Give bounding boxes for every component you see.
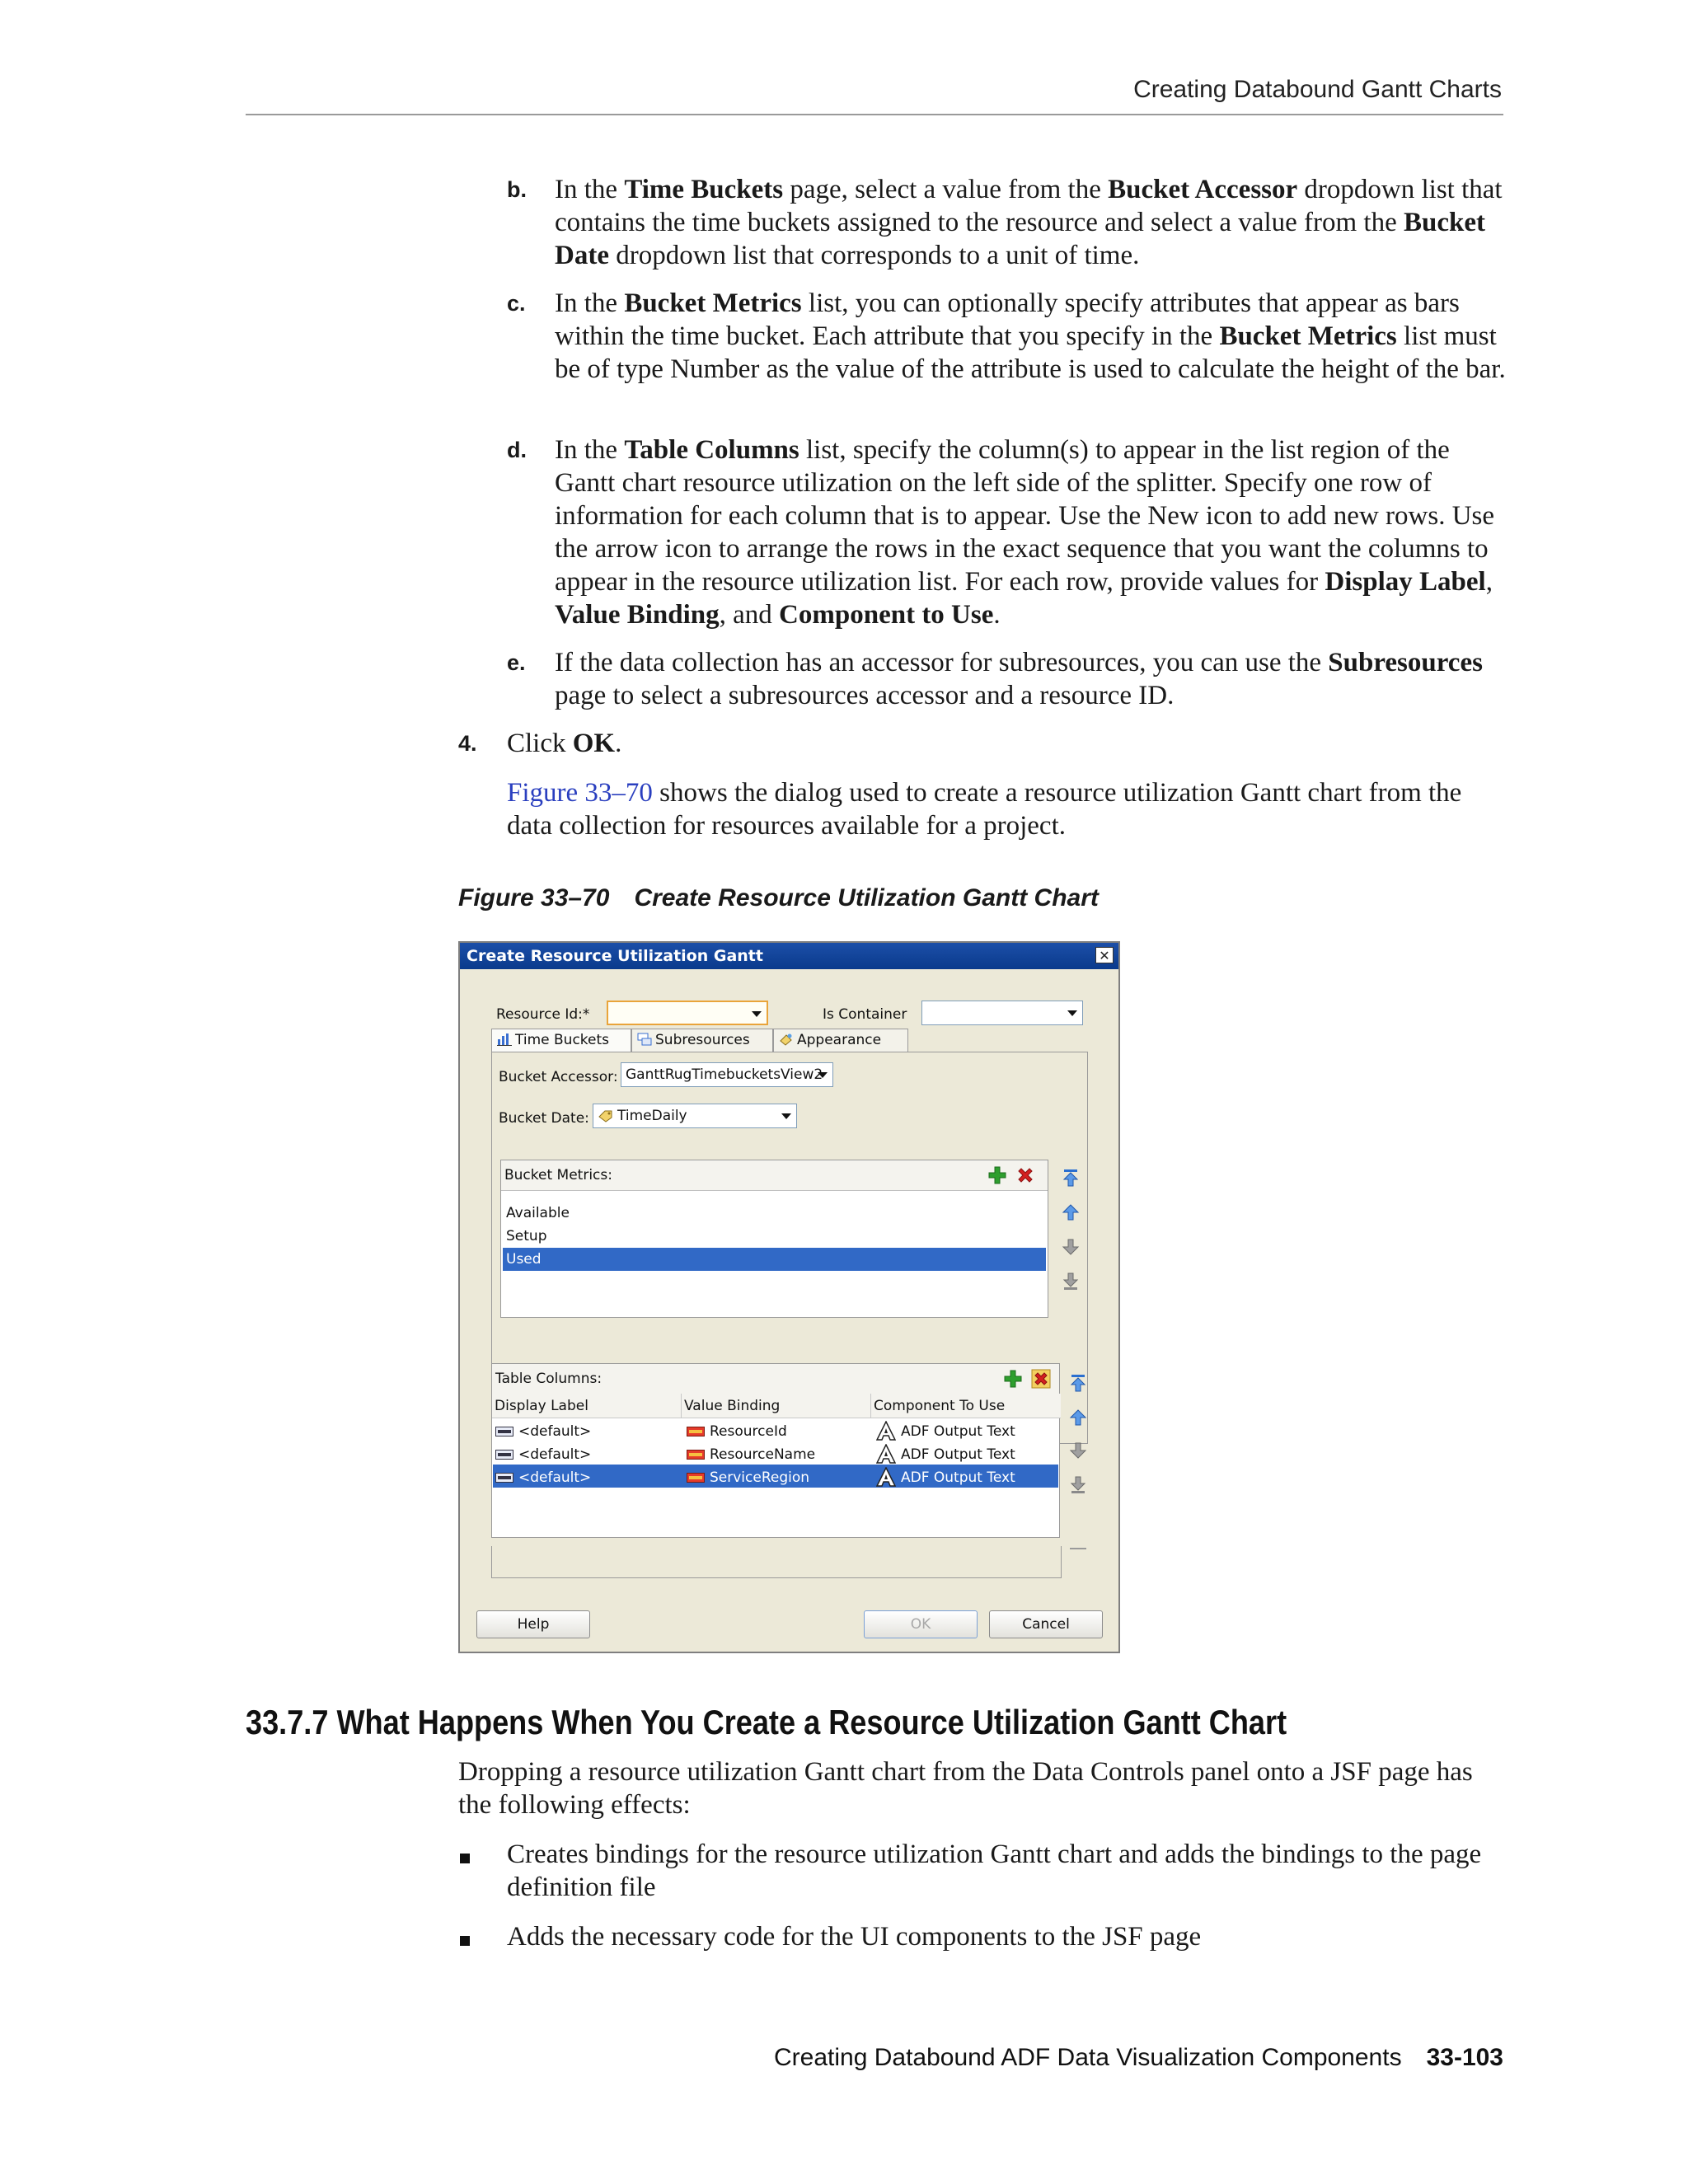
move-down-icon[interactable] [1061,1237,1081,1257]
figure-label: Figure 33–70 [458,884,610,912]
table-cell-component[interactable]: ADF Output Text [876,1420,1015,1443]
divider [1070,1548,1086,1549]
figure-title: Create Resource Utilization Gantt Chart [634,884,1099,912]
chevron-down-icon [818,1072,828,1078]
time-tag-icon [598,1109,614,1122]
attribute-icon [687,1450,705,1460]
step-b-text: In the Time Buckets page, select a value from the Bucket Accessor dropdown list that contains the time buckets assigned to the resource and select a value from the Bucket Date dropdown list that corresponds to a unit of time. [555,175,1503,270]
list-item[interactable]: Setup [506,1228,547,1244]
list-item[interactable]: Available [506,1205,570,1221]
bucket-metrics-header: Bucket Metrics: [501,1160,1048,1191]
dialog-titlebar [460,943,1118,969]
chevron-down-icon [752,1011,762,1017]
resource-id-combobox[interactable] [607,1001,768,1025]
table-cell-binding[interactable]: ResourceName [687,1443,815,1466]
move-up-icon[interactable] [1068,1408,1088,1427]
move-to-top-icon[interactable] [1061,1168,1081,1188]
figure-caption [458,884,1099,912]
step-e-text: If the data collection has an accessor for subresources, you can use the Subresources page to select a subresources accessor and a resource ID. [555,648,1483,710]
remove-icon[interactable] [1031,1369,1051,1389]
table-cell-component[interactable]: ADF Output Text [876,1443,1015,1466]
table-cell-component[interactable]: ADF Output Text [876,1466,1015,1489]
page-number: 33-103 [1426,2044,1503,2071]
adf-output-text-icon [876,1421,896,1441]
step-e-marker: e. [507,650,526,675]
attribute-icon [687,1473,705,1483]
table-columns-grid [491,1363,1060,1538]
step-4-text: Click OK. [507,729,622,758]
table-row-selected[interactable]: <default> [495,1466,591,1489]
bucket-accessor-combobox[interactable]: GanttRugTimebucketsView2 [621,1062,833,1087]
resource-id-label: Resource Id:* [496,1006,590,1023]
table-columns-header: Table Columns: [492,1364,1059,1394]
bucket-metrics-list [500,1160,1048,1318]
column-header-component[interactable]: Component To Use [871,1394,1061,1418]
section-intro: Dropping a resource utilization Gantt chart from the Data Controls panel onto a JSF page has the following effects: [458,1757,1473,1820]
remove-icon[interactable] [1015,1165,1035,1185]
chevron-down-icon [781,1113,791,1119]
subresources-icon [637,1033,652,1046]
move-to-bottom-icon[interactable] [1068,1475,1088,1495]
adf-output-text-icon [876,1444,896,1464]
page-footer [774,2044,1503,2072]
string-type-icon [495,1427,513,1436]
bucket-accessor-label: Bucket Accessor: [499,1069,618,1085]
attribute-icon [687,1427,705,1436]
bullet-item-2: Adds the necessary code for the UI components to the JSF page [507,1922,1202,1952]
table-row[interactable]: <default> [495,1443,591,1466]
column-header-display-label[interactable]: Display Label [492,1394,682,1418]
figure-reference-paragraph: Figure 33–70 shows the dialog used to create a resource utilization Gantt chart from the data collection for resources available for a project. [507,778,1462,841]
time-buckets-icon [497,1033,512,1046]
bucket-date-combobox[interactable]: TimeDaily [593,1104,797,1128]
add-icon[interactable] [1003,1369,1023,1389]
header-rule [246,114,1503,115]
is-container-label: Is Container [823,1006,907,1023]
step-d-text: In the Table Columns list, specify the column(s) to appear in the list region of the Gantt chart resource utilization on the left side of the splitter. Specify one row of information for each column that is to appear. Use the New icon to add new rows. Use the arrow icon to arrange the rows in the exact sequence that you want the columns to appear in the resource utilization list. For each row, provide values for Display Label, Value Binding, and Component to Use. [555,435,1495,630]
running-header: Creating Databound Gantt Charts [1133,76,1502,103]
string-type-icon [495,1450,513,1460]
ok-button[interactable]: OK [864,1610,978,1638]
appearance-icon [779,1033,794,1046]
step-d-marker: d. [507,438,527,462]
footer-title: Creating Databound ADF Data Visualization Components [774,2044,1402,2071]
step-c-text: In the Bucket Metrics list, you can optionally specify attributes that appear as bars within the time bucket. Each attribute that you specify in the Bucket Metrics list must be of type Number as the value of the attribute is used to calculate the height of the bar. [555,288,1506,384]
tab-appearance[interactable]: Appearance [773,1029,908,1052]
move-to-top-icon[interactable] [1068,1373,1088,1393]
section-heading: 33.7.7 What Happens When You Create a Resource Utilization Gantt Chart [246,1703,1287,1741]
bucket-date-label: Bucket Date: [499,1110,589,1127]
step-b-marker: b. [507,177,527,202]
is-container-combobox[interactable] [921,1001,1083,1025]
tab-subresources[interactable]: Subresources [631,1029,773,1052]
tab-time-buckets[interactable]: Time Buckets [491,1029,631,1052]
step-4-marker: 4. [458,731,477,756]
chevron-down-icon [1067,1010,1077,1016]
create-resource-utilization-gantt-dialog [458,941,1120,1653]
column-header-value-binding[interactable]: Value Binding [682,1394,871,1418]
dialog-title: Create Resource Utilization Gantt [467,947,763,965]
adf-output-text-icon [876,1467,896,1487]
table-row[interactable]: <default> [495,1420,591,1443]
move-down-icon[interactable] [1068,1441,1088,1460]
bullet-item-1: Creates bindings for the resource utilization Gantt chart and adds the bindings to the page definition file [507,1840,1482,1902]
figure-link[interactable]: Figure 33–70 [507,778,653,808]
bullet-marker [460,1854,470,1863]
table-cell-binding[interactable]: ResourceId [687,1420,787,1443]
close-icon[interactable]: ✕ [1095,947,1114,963]
string-type-icon [495,1473,513,1483]
move-up-icon[interactable] [1061,1202,1081,1222]
cancel-button[interactable]: Cancel [989,1610,1103,1638]
list-item-selected[interactable]: Used [503,1248,1046,1271]
move-to-bottom-icon[interactable] [1061,1272,1081,1291]
lower-empty-area [491,1546,1062,1578]
step-c-marker: c. [507,291,526,316]
bullet-marker [460,1936,470,1946]
help-button[interactable]: Help [476,1610,590,1638]
table-cell-binding[interactable]: ServiceRegion [687,1466,809,1489]
add-icon[interactable] [987,1165,1007,1185]
